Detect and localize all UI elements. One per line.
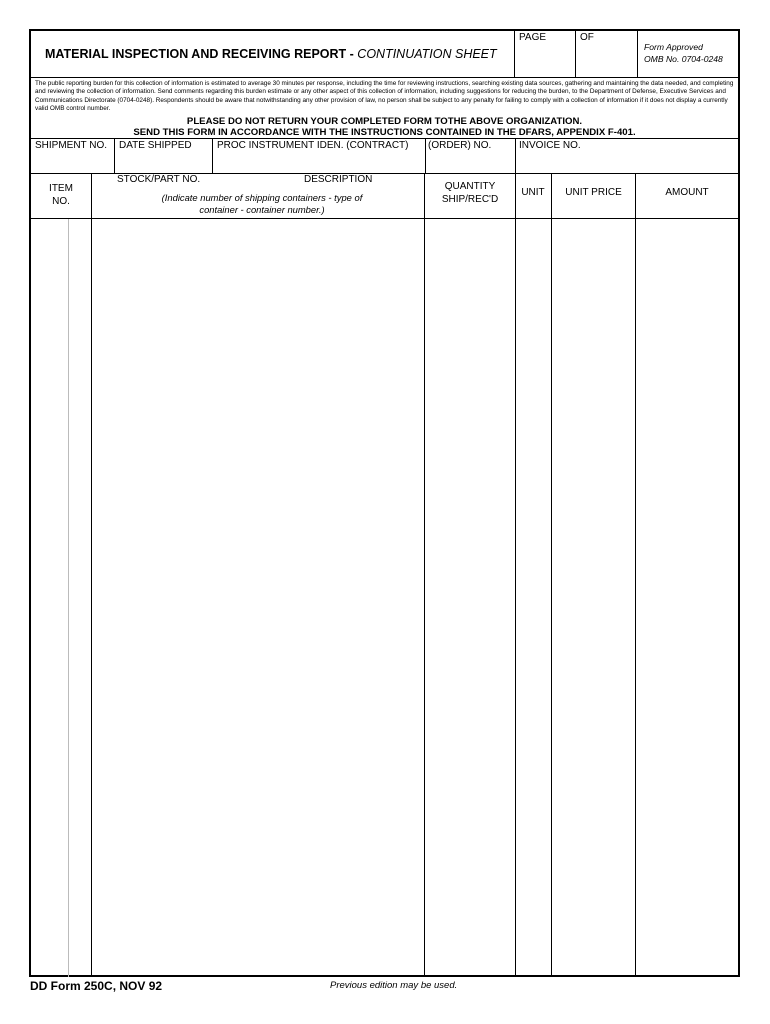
form-approved-label: Form Approved [644, 42, 703, 52]
shipment-row-divider [425, 138, 426, 173]
unit-price-column-field[interactable] [553, 220, 634, 976]
form-identifier: DD Form 250C, NOV 92 [30, 979, 163, 993]
shipment-row-top-rule [31, 138, 738, 139]
unit-column-field[interactable] [517, 220, 550, 976]
description-note-line1: (Indicate number of shipping containers - type of [161, 192, 363, 203]
form-title-dash: - [346, 47, 358, 61]
dfars-notice: SEND THIS FORM IN ACCORDANCE WITH THE INSTRUCTIONS CONTAINED IN THE DFARS, APPENDIX F-401. [133, 127, 636, 138]
continuation-sheet-form [29, 29, 740, 977]
of-label: OF [580, 32, 594, 43]
description-column-field[interactable] [93, 220, 423, 976]
column-divider [635, 173, 636, 977]
shipment-row-divider [515, 138, 516, 173]
unit-price-header: UNIT PRICE [565, 187, 622, 198]
proc-instrument-field[interactable] [214, 152, 424, 172]
table-header-bottom-rule [31, 218, 738, 219]
form-title [45, 47, 497, 61]
total-pages-field[interactable] [577, 43, 636, 75]
item-header-line1: ITEM [49, 183, 73, 194]
header-divider [575, 31, 576, 77]
description-note [92, 192, 432, 216]
column-divider [515, 173, 516, 977]
description-header: DESCRIPTION [304, 174, 373, 185]
item-no-column-field[interactable] [32, 220, 67, 976]
previous-edition-note: Previous edition may be used. [330, 980, 458, 991]
stock-part-header: STOCK/PART NO. [117, 174, 201, 185]
quantity-header-line1: QUANTITY [444, 181, 496, 192]
quantity-header [425, 180, 515, 206]
burden-statement: The public reporting burden for this collection of information is estimated to average 30 minutes per response, including the time for reviewing instructions, searching existing data sources, gathering and maintaining the data needed, and completing and reviewing the collection of information. Send comments regarding this burden estimate or any other aspect of this collection of information, including suggestions for reducing the burden, to the Department of Defense, Executive Services and Communications Directorate (0704-0248). Respondents should be aware that notwithstanding any other provision of law, no person shall be subject to any penalty for failing to comply with a collection of information if it does not display a currently valid OMB control number. [35, 80, 734, 112]
item-header-line2: NO. [52, 196, 70, 207]
shipment-row-divider [114, 138, 115, 173]
column-divider [424, 173, 425, 977]
amount-header: AMOUNT [665, 187, 709, 198]
date-shipped-label: DATE SHIPPED [119, 140, 192, 151]
header-divider [514, 31, 515, 77]
column-divider [551, 173, 552, 977]
invoice-no-field[interactable] [517, 152, 736, 172]
form-title-bold: MATERIAL INSPECTION AND RECEIVING REPORT [45, 47, 347, 61]
page-number-field[interactable] [516, 43, 574, 75]
omb-number: OMB No. 0704-0248 [644, 54, 723, 64]
amount-column-field[interactable] [637, 220, 737, 976]
shipment-no-label: SHIPMENT NO. [35, 140, 108, 151]
invoice-no-label: INVOICE NO. [519, 140, 581, 151]
date-shipped-field[interactable] [116, 152, 211, 172]
header-rule [31, 77, 738, 78]
shipment-no-field[interactable] [32, 152, 113, 172]
header-divider [637, 31, 638, 77]
return-notice: PLEASE DO NOT RETURN YOUR COMPLETED FORM TOTHE ABOVE ORGANIZATION. [186, 116, 583, 127]
item-no-subdivider [68, 219, 69, 977]
order-no-field[interactable] [427, 152, 514, 172]
order-no-label: (ORDER) NO. [428, 140, 492, 151]
item-no-header [31, 182, 91, 208]
proc-instrument-label: PROC INSTRUMENT IDEN. (CONTRACT) [217, 140, 409, 151]
shipment-row-divider [212, 138, 213, 173]
unit-header: UNIT [521, 187, 545, 198]
column-divider [91, 173, 92, 977]
form-title-subtitle: CONTINUATION SHEET [357, 47, 497, 61]
quantity-header-line2: SHIP/REC'D [441, 194, 499, 205]
quantity-column-field[interactable] [426, 220, 514, 976]
page-label: PAGE [519, 32, 547, 43]
description-note-line2: container - container number.) [199, 204, 325, 215]
